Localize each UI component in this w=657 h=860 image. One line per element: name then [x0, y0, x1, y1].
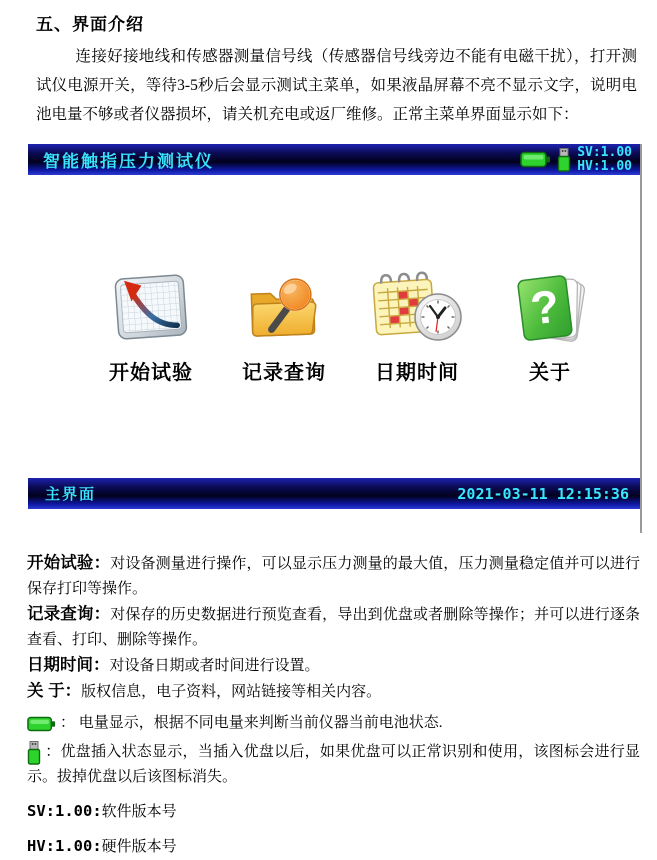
hv-text: 硬件版本号	[101, 839, 177, 855]
menu-label-start-test: 开始试验	[109, 361, 193, 384]
device-screenshot	[28, 144, 642, 533]
status-area	[520, 146, 632, 174]
hv-term: HV:1.00:	[27, 837, 102, 855]
desc-about-term: 关 于：	[27, 682, 82, 700]
legend-usb	[27, 740, 640, 790]
descriptions-block	[27, 551, 640, 860]
intro-paragraph: 连接好接地线和传感器测量信号线（传感器信号线旁边不能有电磁干扰），打开测试仪电源开关，等待3-5秒后会显示测试主菜单，如果液晶屏幕不亮不显示文字，说明电池电量不够或者仪器损坏，请关机充电或返厂维修。正常主菜单界面显示如下：	[36, 48, 637, 123]
menu-label-record-query: 记录查询	[242, 361, 326, 384]
desc-about-text: 版权信息，电子资料，网站链接等相关内容。	[81, 684, 382, 700]
legend-battery	[27, 711, 640, 736]
footer-bar	[28, 478, 640, 509]
menu-item-record-query[interactable]	[219, 269, 349, 385]
desc-start-test	[27, 551, 640, 602]
device-title: 智能触指压力测试仪	[43, 152, 214, 171]
main-menu	[28, 175, 640, 478]
question-mark-glyph: ?	[527, 278, 562, 335]
version-readout	[577, 146, 632, 174]
desc-record-query-term: 记录查询：	[27, 605, 111, 623]
note-software-version	[27, 799, 640, 825]
footer-screen-name: 主界面	[45, 486, 97, 503]
menu-item-date-time[interactable]	[352, 269, 482, 385]
help-book-icon	[511, 269, 589, 347]
chart-growth-icon	[110, 269, 192, 347]
desc-date-time	[27, 653, 640, 679]
menu-label-about: 关于	[529, 361, 571, 384]
footer-datetime: 2021-03-11 12:15:36	[457, 484, 629, 503]
desc-start-test-term: 开始试验：	[27, 554, 111, 572]
hardware-version: HV:1.00	[577, 158, 632, 174]
desc-record-query-text: 对保存的历史数据进行预览查看，导出到优盘或者删除等操作；并可以进行逐条查看、打印、删除等操作。	[27, 607, 640, 648]
note-hardware-version	[27, 834, 640, 860]
desc-date-time-term: 日期时间：	[27, 656, 110, 674]
battery-icon	[520, 151, 551, 168]
software-version: SV:1.00	[577, 144, 632, 160]
desc-date-time-text: 对设备日期或者时间进行设置。	[109, 658, 320, 674]
menu-label-date-time: 日期时间	[375, 361, 459, 384]
legend-battery-text: ： 电量显示，根据不同电量来判断当前仪器当前电池状态.	[60, 715, 443, 731]
calendar-clock-icon	[371, 269, 463, 347]
menu-item-about[interactable]	[485, 269, 615, 385]
usb-drive-icon	[557, 148, 571, 172]
desc-about	[27, 679, 640, 705]
usb-drive-icon	[27, 741, 41, 765]
folder-search-icon	[243, 269, 325, 347]
desc-start-test-text: 对设备测量进行操作，可以显示压力测量的最大值，压力测量稳定值并可以进行保存打印等操作。	[27, 556, 640, 597]
legend-usb-text: ：优盘插入状态显示，当插入优盘以后，如果优盘可以正常识别和使用，该图标会进行显示。拔掉优盘以后该图标消失。	[27, 744, 640, 785]
title-bar	[28, 144, 640, 175]
desc-record-query	[27, 602, 640, 653]
sv-term: SV:1.00:	[27, 802, 102, 820]
sv-text: 软件版本号	[101, 804, 177, 820]
menu-item-start-test[interactable]	[86, 269, 216, 385]
battery-icon	[27, 716, 56, 732]
section-heading: 五、界面介绍	[36, 15, 144, 34]
